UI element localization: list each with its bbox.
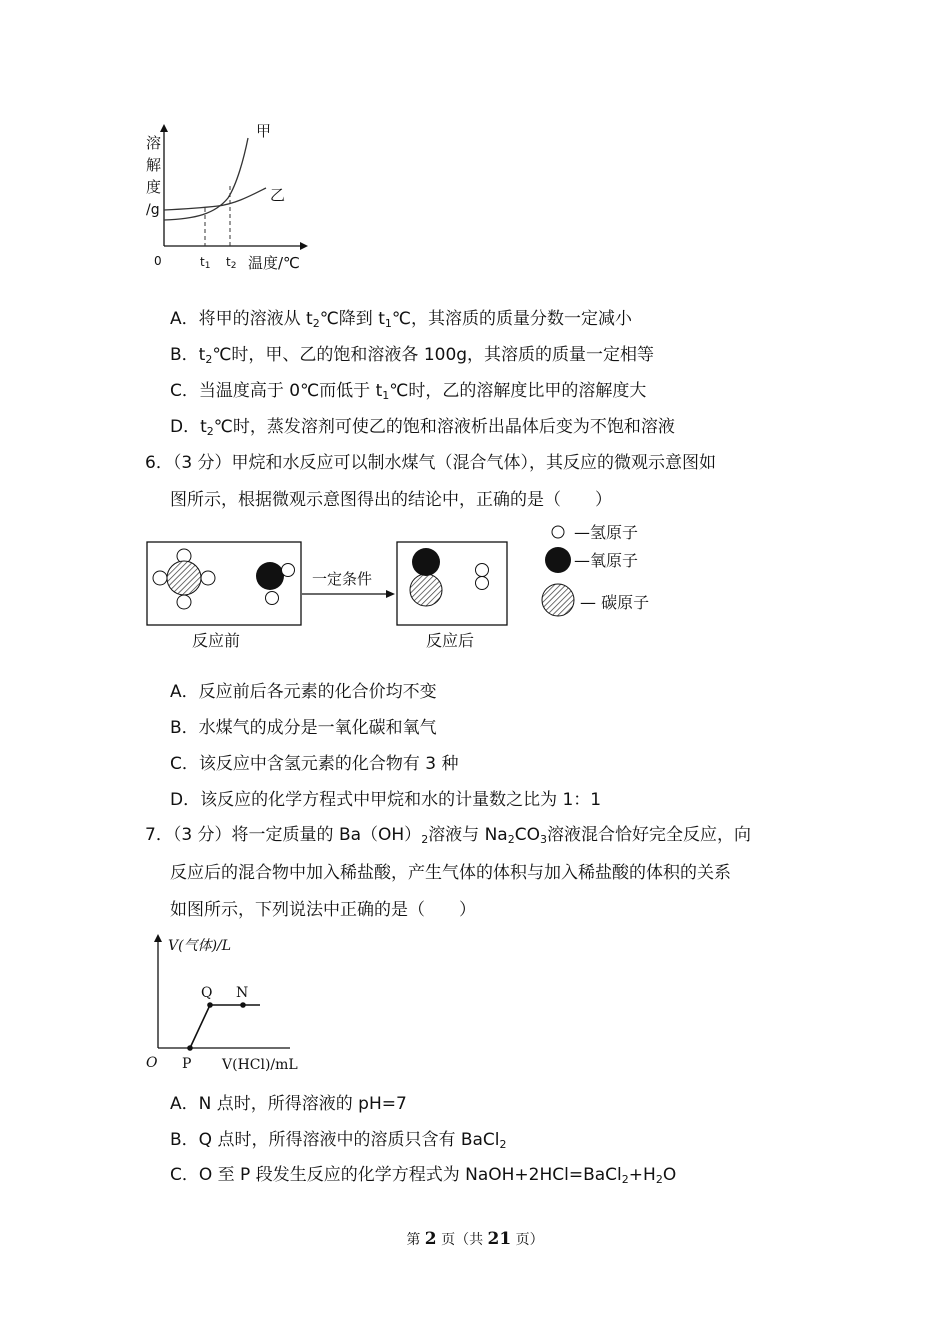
gas-line bbox=[190, 1005, 260, 1048]
origin-label: 0 bbox=[154, 254, 162, 268]
q6-option-d: D．该反应的化学方程式中甲烷和水的计量数之比为 1：1 bbox=[170, 790, 602, 810]
n-label: N bbox=[236, 985, 249, 1001]
curve-jia-label: 甲 bbox=[256, 122, 272, 140]
point-q bbox=[207, 1002, 213, 1008]
point-n bbox=[240, 1002, 246, 1008]
q7-stem-line3: 如图所示，下列说法中正确的是（ ） bbox=[170, 900, 476, 920]
p-label: P bbox=[182, 1056, 192, 1072]
water-h-bottom bbox=[266, 592, 279, 605]
h2-bottom bbox=[476, 577, 489, 590]
curve-yi-label: 乙 bbox=[270, 186, 286, 204]
reaction-diagram bbox=[140, 518, 670, 658]
q6-option-b: B．水煤气的成分是一氧化碳和氧气 bbox=[170, 718, 437, 738]
gas-volume-chart bbox=[140, 928, 310, 1073]
legend-o-icon bbox=[545, 547, 571, 573]
q7-option-b: B．Q 点时，所得溶液中的溶质只含有 BaCl$_2$ bbox=[170, 1130, 507, 1151]
co-o bbox=[412, 548, 440, 576]
legend-c-icon bbox=[542, 584, 574, 616]
methane-c bbox=[167, 561, 201, 595]
q6-option-a: A．反应前后各元素的化合价均不变 bbox=[170, 682, 437, 702]
page-footer: 第 2 页（共 21 页） bbox=[406, 1229, 544, 1249]
after-label: 反应后 bbox=[426, 631, 475, 650]
q-label: Q bbox=[201, 985, 213, 1001]
q6-stem-line2: 图所示，根据微观示意图得出的结论中，正确的是（ ） bbox=[170, 490, 612, 510]
q5-option-c: C．当温度高于 0℃而低于 $t_1℃$时，乙的溶解度比甲的溶解度大 bbox=[170, 381, 647, 402]
water-o bbox=[256, 562, 284, 590]
methane-h-right bbox=[201, 571, 215, 585]
origin-label: O bbox=[146, 1055, 158, 1071]
point-p bbox=[187, 1045, 193, 1051]
q7-stem-line2: 反应后的混合物中加入稀盐酸，产生气体的体积与加入稀盐酸的体积的关系 bbox=[170, 863, 731, 883]
legend-o: —氧原子 bbox=[574, 551, 639, 570]
q6-stem-line1: 6．（3 分）甲烷和水反应可以制水煤气（混合气体），其反应的微观示意图如 bbox=[145, 453, 717, 473]
x-axis-label: 温度/℃ bbox=[248, 254, 300, 272]
before-label: 反应前 bbox=[192, 631, 241, 650]
q7-option-a: A．N 点时，所得溶液的 pH=7 bbox=[170, 1094, 407, 1114]
legend-c: — 碳原子 bbox=[580, 593, 650, 612]
x-axis-label: V(HCl)/mL bbox=[222, 1057, 298, 1073]
y-axis-label: V(气体)/L bbox=[168, 938, 232, 954]
y-label-1: 溶 bbox=[146, 134, 162, 152]
q5-option-d: D．$t_2℃$时，蒸发溶剂可使乙的饱和溶液析出晶体后变为不饱和溶液 bbox=[170, 417, 675, 438]
y-label-3: 度 bbox=[146, 178, 162, 196]
methane-h-bottom bbox=[177, 595, 191, 609]
solubility-chart bbox=[140, 118, 320, 278]
arrow-label: 一定条件 bbox=[312, 570, 373, 588]
q6-option-c: C．该反应中含氢元素的化合物有 3 种 bbox=[170, 754, 459, 774]
q7-stem-line1: 7．（3 分）将一定质量的 $Ba(OH)_2$溶液与 $Na_2CO_3$溶液混合恰好完全反应，向 bbox=[145, 825, 751, 846]
curve-yi bbox=[164, 188, 266, 210]
t1-label: t1 bbox=[200, 255, 211, 271]
y-label-2: 解 bbox=[146, 156, 162, 174]
co-c bbox=[410, 574, 442, 606]
legend-h: —氢原子 bbox=[574, 523, 639, 542]
h2-top bbox=[476, 564, 489, 577]
q5-option-a: A．将甲的溶液从 $t_2℃$降到 $t_1℃$，其溶质的质量分数一定减小 bbox=[170, 309, 632, 330]
y-label-4: /g bbox=[146, 202, 160, 218]
legend-h-icon bbox=[552, 526, 564, 538]
q5-option-b: B．$t_2℃$时，甲、乙的饱和溶液各 100g，其溶质的质量一定相等 bbox=[170, 345, 655, 366]
t2-label: t2 bbox=[226, 255, 237, 271]
q7-option-c: C．O 至 P 段发生反应的化学方程式为 $NaOH+2HCl=BaCl_2+H_2O$ bbox=[170, 1165, 677, 1186]
methane-h-left bbox=[153, 571, 167, 585]
water-h-right bbox=[282, 564, 295, 577]
